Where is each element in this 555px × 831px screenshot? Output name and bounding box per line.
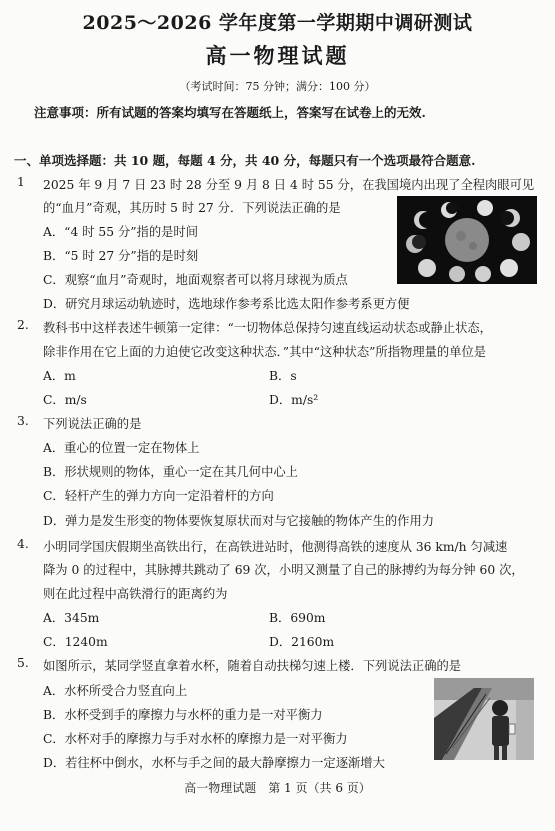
q5-number: 5. [17, 656, 29, 670]
exam-title: 2025～2026 学年度第一学期期中调研测试 [82, 12, 473, 34]
q3-option-b: B．形状规则的物体，重心一定在其几何中心上 [43, 465, 298, 479]
q2-option-a: A．m [43, 369, 76, 383]
escalator-svg [434, 678, 534, 760]
q3-stem-line1: 下列说法正确的是 [43, 417, 142, 431]
q4-option-b: B．690m [269, 611, 326, 625]
notice: 注意事项：所有试题的答案均填写在答题纸上，答案写在试卷上的无效. [34, 105, 426, 120]
page-footer: 高一物理试题 第 1 页（共 6 页） [184, 781, 371, 795]
q1-option-c: C．观察“血月”奇观时，地面观察者可以将月球视为质点 [43, 273, 348, 287]
q4-stem-line2: 降为 0 的过程中，其脉搏共跳动了 69 次，小明又测量了自己的脉搏约为每分钟 60 次， [43, 563, 524, 577]
q5-option-a: A．水杯所受合力竖直向上 [43, 684, 188, 698]
q4-number: 4. [17, 537, 29, 551]
q4-option-d: D．2160m [269, 635, 335, 649]
lunar-eclipse-photo-icon [397, 196, 537, 284]
q2-option-b: B．s [269, 369, 297, 383]
q4-option-a: A．345m [43, 611, 100, 625]
q4-stem-line1: 小明同学国庆假期坐高铁出行，在高铁进站时，他测得高铁的速度从 36 km/h 匀减速 [43, 540, 508, 554]
q1-stem-line1: 2025 年 9 月 7 日 23 时 28 分至 9 月 8 日 4 时 55 分，在我国境内出现了全程肉眼可见 [43, 178, 535, 192]
q2-option-c: C．m/s [43, 393, 87, 407]
q1-option-a: A．“4 时 55 分”指的是时间 [43, 225, 199, 239]
q5-option-d: D．若往杯中倒水，水杯与手之间的最大静摩擦力一定逐渐增大 [43, 756, 385, 770]
q3-option-a: A．重心的位置一定在物体上 [43, 441, 200, 455]
q4-option-c: C．1240m [43, 635, 108, 649]
q2-stem-line2: 除非作用在它上面的力迫使它改变这种状态．”其中“这种状态”所指物理量的单位是 [43, 345, 487, 359]
q1-option-d: D．研究月球运动轨迹时，选地球作参考系比选太阳作参考系更方便 [43, 297, 410, 311]
q3-number: 3. [17, 414, 29, 428]
section-title: 一、单项选择题：共 10 题，每题 4 分，共 40 分，每题只有一个选项最符合题意. [14, 153, 476, 168]
escalator-photo-icon [434, 678, 534, 760]
q3-option-d: D．弹力是发生形变的物体要恢复原状而对与它接触的物体产生的作用力 [43, 514, 435, 528]
q1-stem-line2: 的“血月”奇观，其历时 5 时 27 分．下列说法正确的是 [43, 201, 341, 215]
q4-stem-line3: 则在此过程中高铁滑行的距离约为 [43, 587, 228, 601]
exam-subtitle: 高一物理试题 [205, 43, 350, 68]
q1-number: 1 [17, 175, 25, 189]
q2-option-d: D．m/s² [269, 393, 319, 407]
q3-option-c: C．轻杆产生的弹力方向一定沿着杆的方向 [43, 489, 274, 503]
q2-stem-line1: 教科书中这样表述牛顿第一定律：“一切物体总保持匀速直线运动状态或静止状态， [43, 321, 492, 335]
q1-option-b: B．“5 时 27 分”指的是时刻 [43, 249, 199, 263]
q5-option-b: B．水杯受到手的摩擦力与水杯的重力是一对平衡力 [43, 708, 323, 722]
exam-info: （考试时间：75 分钟；满分：100 分） [179, 80, 376, 93]
q2-number: 2. [17, 318, 29, 332]
lunar-eclipse-svg [397, 196, 537, 284]
q5-stem-line1: 如图所示，某同学竖直拿着水杯，随着自动扶梯匀速上楼．下列说法正确的是 [43, 659, 462, 673]
q5-option-c: C．水杯对手的摩擦力与手对水杯的摩擦力是一对平衡力 [43, 732, 348, 746]
